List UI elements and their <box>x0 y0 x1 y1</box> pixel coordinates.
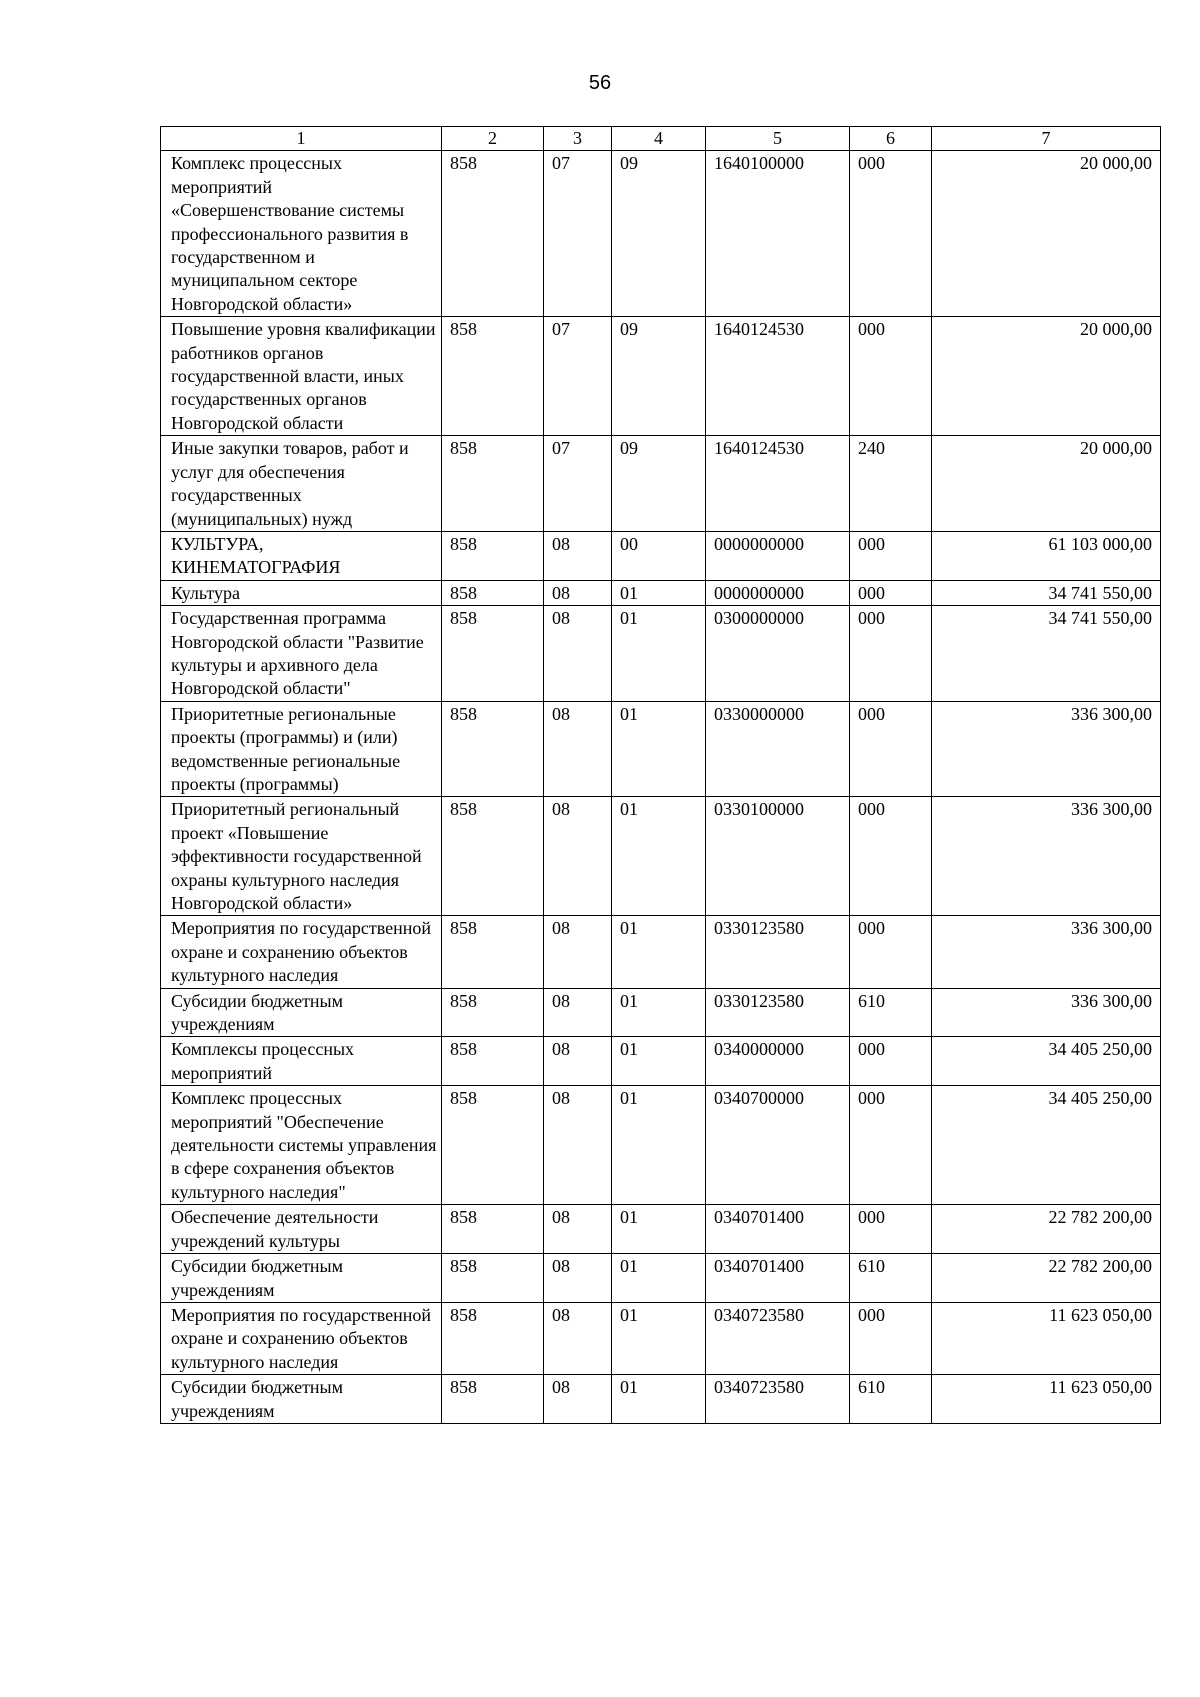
item-name-cell: Комплексы процессных мероприятий <box>161 1037 442 1086</box>
amount-cell: 22 782 200,00 <box>932 1205 1161 1254</box>
subsection-cell: 09 <box>612 317 706 436</box>
column-header: 3 <box>544 127 612 151</box>
amount-cell: 22 782 200,00 <box>932 1254 1161 1303</box>
section-cell: 07 <box>544 436 612 532</box>
expense-type-cell: 000 <box>850 317 932 436</box>
subsection-cell: 01 <box>612 1302 706 1374</box>
code-cell: 858 <box>442 1037 544 1086</box>
expense-type-cell: 000 <box>850 580 932 605</box>
expense-type-cell: 000 <box>850 606 932 702</box>
target-article-cell: 0300000000 <box>706 606 850 702</box>
amount-cell: 20 000,00 <box>932 317 1161 436</box>
column-header: 4 <box>612 127 706 151</box>
item-name-cell: Обеспечение деятельности учреждений культуры <box>161 1205 442 1254</box>
subsection-cell: 01 <box>612 1205 706 1254</box>
target-article-cell: 0340000000 <box>706 1037 850 1086</box>
code-cell: 858 <box>442 1375 544 1424</box>
expense-type-cell: 240 <box>850 436 932 532</box>
expense-type-cell: 000 <box>850 797 932 916</box>
expense-type-cell: 000 <box>850 1302 932 1374</box>
item-name-cell: Культура <box>161 580 442 605</box>
expense-type-cell: 000 <box>850 701 932 797</box>
amount-cell: 34 741 550,00 <box>932 580 1161 605</box>
section-cell: 07 <box>544 317 612 436</box>
item-name-cell: Государственная программа Новгородской области "Развитие культуры и архивного дела Новгородской области" <box>161 606 442 702</box>
section-cell: 08 <box>544 916 612 988</box>
section-cell: 08 <box>544 1254 612 1303</box>
section-cell: 08 <box>544 531 612 580</box>
target-article-cell: 0330123580 <box>706 916 850 988</box>
amount-cell: 61 103 000,00 <box>932 531 1161 580</box>
code-cell: 858 <box>442 151 544 317</box>
code-cell: 858 <box>442 1254 544 1303</box>
subsection-cell: 01 <box>612 797 706 916</box>
table-row <box>161 1205 1161 1254</box>
code-cell: 858 <box>442 531 544 580</box>
item-name-cell: Комплекс процессных мероприятий «Совершенствование системы профессионального развития в государственном и муниципальном секторе Новгородской области» <box>161 151 442 317</box>
expense-type-cell: 610 <box>850 988 932 1037</box>
section-cell: 08 <box>544 1205 612 1254</box>
amount-cell: 336 300,00 <box>932 701 1161 797</box>
target-article-cell: 1640124530 <box>706 436 850 532</box>
amount-cell: 34 741 550,00 <box>932 606 1161 702</box>
section-cell: 08 <box>544 1302 612 1374</box>
table-row <box>161 1375 1161 1424</box>
target-article-cell: 0330100000 <box>706 797 850 916</box>
amount-cell: 20 000,00 <box>932 436 1161 532</box>
table-row <box>161 1037 1161 1086</box>
subsection-cell: 01 <box>612 1254 706 1303</box>
amount-cell: 336 300,00 <box>932 797 1161 916</box>
expense-type-cell: 000 <box>850 151 932 317</box>
code-cell: 858 <box>442 317 544 436</box>
column-header: 6 <box>850 127 932 151</box>
table-row <box>161 580 1161 605</box>
table-row <box>161 317 1161 436</box>
target-article-cell: 0000000000 <box>706 580 850 605</box>
expense-type-cell: 000 <box>850 916 932 988</box>
item-name-cell: Приоритетный региональный проект «Повышение эффективности государственной охраны культурного наследия Новгородской области» <box>161 797 442 916</box>
target-article-cell: 0340700000 <box>706 1086 850 1205</box>
subsection-cell: 01 <box>612 701 706 797</box>
subsection-cell: 01 <box>612 580 706 605</box>
expense-type-cell: 610 <box>850 1375 932 1424</box>
item-name-cell: Иные закупки товаров, работ и услуг для обеспечения государственных (муниципальных) нужд <box>161 436 442 532</box>
table-header-row <box>161 127 1161 151</box>
code-cell: 858 <box>442 916 544 988</box>
target-article-cell: 1640100000 <box>706 151 850 317</box>
item-name-cell: Повышение уровня квалификации работников органов государственной власти, иных государственных органов Новгородской области <box>161 317 442 436</box>
budget-table <box>160 126 1161 1424</box>
table-row <box>161 797 1161 916</box>
code-cell: 858 <box>442 988 544 1037</box>
item-name-cell: Субсидии бюджетным учреждениям <box>161 1254 442 1303</box>
amount-cell: 336 300,00 <box>932 916 1161 988</box>
subsection-cell: 01 <box>612 1375 706 1424</box>
subsection-cell: 01 <box>612 606 706 702</box>
expense-type-cell: 000 <box>850 1205 932 1254</box>
target-article-cell: 0340701400 <box>706 1254 850 1303</box>
target-article-cell: 0330000000 <box>706 701 850 797</box>
subsection-cell: 09 <box>612 151 706 317</box>
column-header: 2 <box>442 127 544 151</box>
target-article-cell: 0340723580 <box>706 1302 850 1374</box>
amount-cell: 11 623 050,00 <box>932 1302 1161 1374</box>
table-row <box>161 1302 1161 1374</box>
amount-cell: 336 300,00 <box>932 988 1161 1037</box>
amount-cell: 34 405 250,00 <box>932 1086 1161 1205</box>
section-cell: 08 <box>544 1037 612 1086</box>
table-row <box>161 436 1161 532</box>
subsection-cell: 01 <box>612 916 706 988</box>
section-cell: 08 <box>544 988 612 1037</box>
target-article-cell: 0330123580 <box>706 988 850 1037</box>
section-cell: 08 <box>544 797 612 916</box>
item-name-cell: Приоритетные региональные проекты (программы) и (или) ведомственные региональные проекты (программы) <box>161 701 442 797</box>
table-row <box>161 606 1161 702</box>
code-cell: 858 <box>442 1205 544 1254</box>
section-cell: 08 <box>544 1375 612 1424</box>
expense-type-cell: 000 <box>850 1086 932 1205</box>
subsection-cell: 00 <box>612 531 706 580</box>
amount-cell: 11 623 050,00 <box>932 1375 1161 1424</box>
item-name-cell: Субсидии бюджетным учреждениям <box>161 1375 442 1424</box>
section-cell: 08 <box>544 606 612 702</box>
section-cell: 08 <box>544 1086 612 1205</box>
table-row <box>161 1086 1161 1205</box>
column-header: 7 <box>932 127 1161 151</box>
expense-type-cell: 000 <box>850 531 932 580</box>
table-row <box>161 531 1161 580</box>
code-cell: 858 <box>442 436 544 532</box>
section-cell: 07 <box>544 151 612 317</box>
target-article-cell: 0340701400 <box>706 1205 850 1254</box>
item-name-cell: Субсидии бюджетным учреждениям <box>161 988 442 1037</box>
subsection-cell: 01 <box>612 988 706 1037</box>
code-cell: 858 <box>442 580 544 605</box>
section-cell: 08 <box>544 580 612 605</box>
amount-cell: 34 405 250,00 <box>932 1037 1161 1086</box>
item-name-cell: Мероприятия по государственной охране и сохранению объектов культурного наследия <box>161 916 442 988</box>
table-row <box>161 1254 1161 1303</box>
target-article-cell: 0340723580 <box>706 1375 850 1424</box>
table-row <box>161 988 1161 1037</box>
item-name-cell: Комплекс процессных мероприятий "Обеспечение деятельности системы управления в сфере сохранения объектов культурного наследия" <box>161 1086 442 1205</box>
table-body <box>161 151 1161 1424</box>
code-cell: 858 <box>442 1302 544 1374</box>
code-cell: 858 <box>442 701 544 797</box>
page-number: 56 <box>588 72 612 94</box>
column-header: 1 <box>161 127 442 151</box>
target-article-cell: 0000000000 <box>706 531 850 580</box>
code-cell: 858 <box>442 797 544 916</box>
subsection-cell: 01 <box>612 1037 706 1086</box>
code-cell: 858 <box>442 1086 544 1205</box>
item-name-cell: КУЛЬТУРА, КИНЕМАТОГРАФИЯ <box>161 531 442 580</box>
section-cell: 08 <box>544 701 612 797</box>
item-name-cell: Мероприятия по государственной охране и сохранению объектов культурного наследия <box>161 1302 442 1374</box>
table-row <box>161 916 1161 988</box>
target-article-cell: 1640124530 <box>706 317 850 436</box>
subsection-cell: 09 <box>612 436 706 532</box>
amount-cell: 20 000,00 <box>932 151 1161 317</box>
table-row <box>161 151 1161 317</box>
column-header: 5 <box>706 127 850 151</box>
code-cell: 858 <box>442 606 544 702</box>
expense-type-cell: 610 <box>850 1254 932 1303</box>
table-row <box>161 701 1161 797</box>
expense-type-cell: 000 <box>850 1037 932 1086</box>
subsection-cell: 01 <box>612 1086 706 1205</box>
